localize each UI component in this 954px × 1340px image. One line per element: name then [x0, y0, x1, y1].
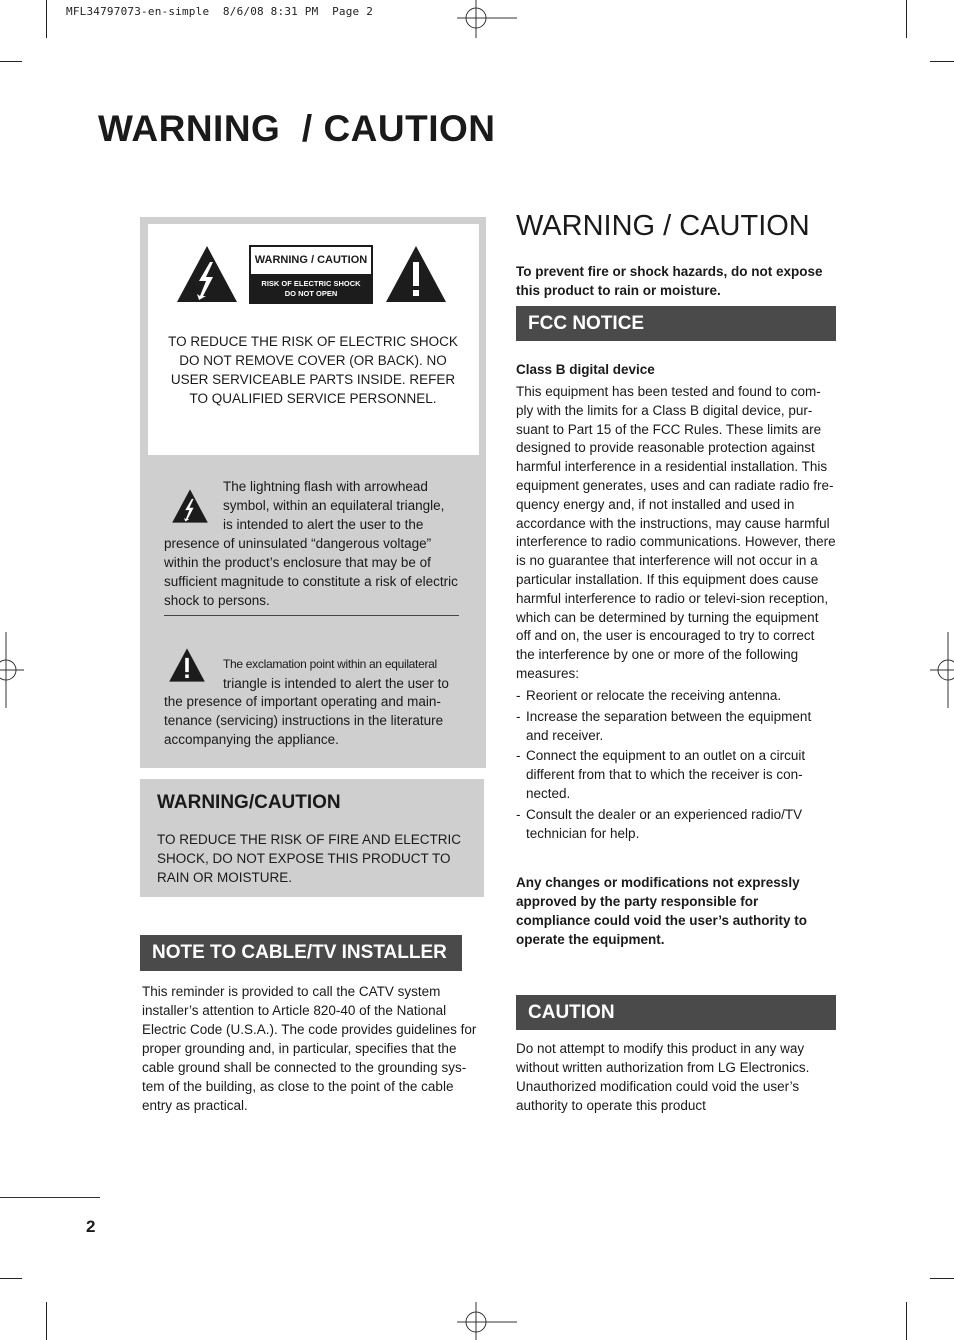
list-dash: - — [516, 748, 521, 764]
lightning-description — [223, 477, 468, 534]
warning-box-text: TO REDUCE THE RISK OF FIRE AND ELECTRIC SHOCK, DO NOT EXPOSE THIS PRODUCT TO RAIN OR MOISTURE. — [157, 832, 462, 885]
crop-mark — [0, 1278, 22, 1279]
list-item — [516, 747, 836, 803]
list-dash: - — [516, 688, 521, 703]
registration-mark — [457, 0, 517, 38]
crop-mark — [930, 1278, 954, 1279]
warning-caution-label — [249, 245, 373, 304]
lightning-triangle-icon — [175, 244, 239, 304]
lead-text: To prevent fire or shock hazards, do not expose this product to rain or moisture. — [516, 264, 823, 298]
list-dash: - — [516, 806, 521, 822]
lightning-description-rest: presence of uninsulated “dangerous voltage” within the product’s enclosure that may be of sufficient magnitude to constitute a risk of electric shock to persons. — [164, 536, 458, 608]
installer-text: This reminder is provided to call the CATV system installer’s attention to Article 820-40 of the National Electric Code (U.S.A.). The code provides guidelines for proper grounding and, in particular, specifies that the cable ground shall be connected to the grounding sys-tem of the building, as close to the point of the cable entry as practical. — [142, 984, 477, 1113]
installer-heading: NOTE TO CABLE/TV INSTALLER — [152, 942, 447, 963]
crop-mark — [906, 0, 907, 38]
label-title: WARNING / CAUTION — [251, 247, 371, 274]
registration-mark — [457, 1302, 517, 1340]
crop-mark — [0, 61, 22, 62]
fcc-heading: FCC NOTICE — [528, 313, 645, 334]
fcc-heading-bar — [516, 306, 836, 341]
page-title: WARNING / CAUTION — [98, 108, 496, 149]
crop-mark — [46, 1302, 47, 1340]
page-number: 2 — [86, 1217, 96, 1236]
label-risk-line: RISK OF ELECTRIC SHOCK — [261, 279, 361, 288]
registration-mark — [930, 632, 954, 708]
list-item-text: Connect the equipment to an outlet on a circuit different from that to which the receiver is con-nected. — [526, 748, 806, 801]
caution-heading: CAUTION — [528, 1002, 615, 1023]
crop-mark — [930, 61, 954, 62]
exclamation-line: The exclamation point within an equilateral — [223, 657, 437, 671]
exclamation-description-rest: the presence of important operating and main-tenance (servicing) instructions in the literature accompanying the appliance. — [164, 694, 444, 747]
exclamation-triangle-icon — [168, 647, 206, 683]
lightning-line: is intended to alert the user to the — [223, 517, 424, 532]
divider — [164, 615, 459, 616]
exclamation-line: triangle is intended to alert the user to — [223, 676, 449, 691]
fcc-subheading: Class B digital device — [516, 362, 655, 377]
list-item — [516, 708, 836, 746]
section-title: WARNING / CAUTION — [516, 210, 810, 242]
shock-notice: TO REDUCE THE RISK OF ELECTRIC SHOCK DO NOT REMOVE COVER (OR BACK). NO USER SERVICEABLE PARTS INSIDE. REFER TO QUALIFIED SERVICE PERSONNEL. — [168, 334, 458, 406]
installer-heading-bar — [140, 935, 462, 971]
exclamation-description — [223, 655, 468, 693]
list-item-text: Consult the dealer or an experienced radio/TV technician for help. — [526, 806, 803, 841]
crop-mark — [46, 0, 47, 38]
label-open-line: DO NOT OPEN — [284, 289, 338, 298]
list-item — [516, 806, 836, 844]
printer-slug: MFL34797073-en-simple 8/6/08 8:31 PM Page 2 — [66, 5, 374, 18]
measures-list — [516, 687, 836, 845]
lightning-line: The lightning flash with arrowhead — [223, 479, 428, 494]
list-item-text: Reorient or relocate the receiving antenna. — [526, 688, 782, 703]
crop-mark — [906, 1302, 907, 1340]
lightning-triangle-icon — [171, 488, 209, 524]
caution-text: Do not attempt to modify this product in any way without written authorization from LG Electronics. Unauthorized modification could void the user’s authority to operate this product — [516, 1041, 810, 1113]
label-risk-text — [251, 276, 371, 302]
page-number-rule — [0, 1197, 100, 1198]
warning-box-title: WARNING/CAUTION — [157, 792, 341, 813]
fcc-body: This equipment has been tested and found to com-ply with the limits for a Class B digital device, pur-suant to Part 15 of the FCC Rules. These limits are designed to provide reasonable protection against harmful interference in a residential installation. This equipment generates, uses and can radiate radio fre-quency energy and, if not installed and used in accordance with the instructions, may cause harmful interference to radio communications. However, there is no guarantee that interference will not occur in a particular installation. If this equipment does cause harmful interference to radio or televi-sion reception, which can be determined by turning the equipment off and on, the user is encouraged to try to correct the interference by one or more of the following measures: — [516, 384, 836, 681]
list-item — [516, 687, 836, 706]
changes-notice: Any changes or modifications not expressly approved by the party responsible for compliance could void the user’s authority to operate the equipment. — [516, 875, 808, 947]
registration-mark — [0, 632, 24, 708]
exclamation-triangle-icon — [384, 244, 448, 304]
lightning-line: symbol, within an equilateral triangle, — [223, 498, 445, 513]
list-item-text: Increase the separation between the equipment and receiver. — [526, 708, 812, 743]
caution-heading-bar — [516, 995, 836, 1030]
list-dash: - — [516, 708, 521, 724]
